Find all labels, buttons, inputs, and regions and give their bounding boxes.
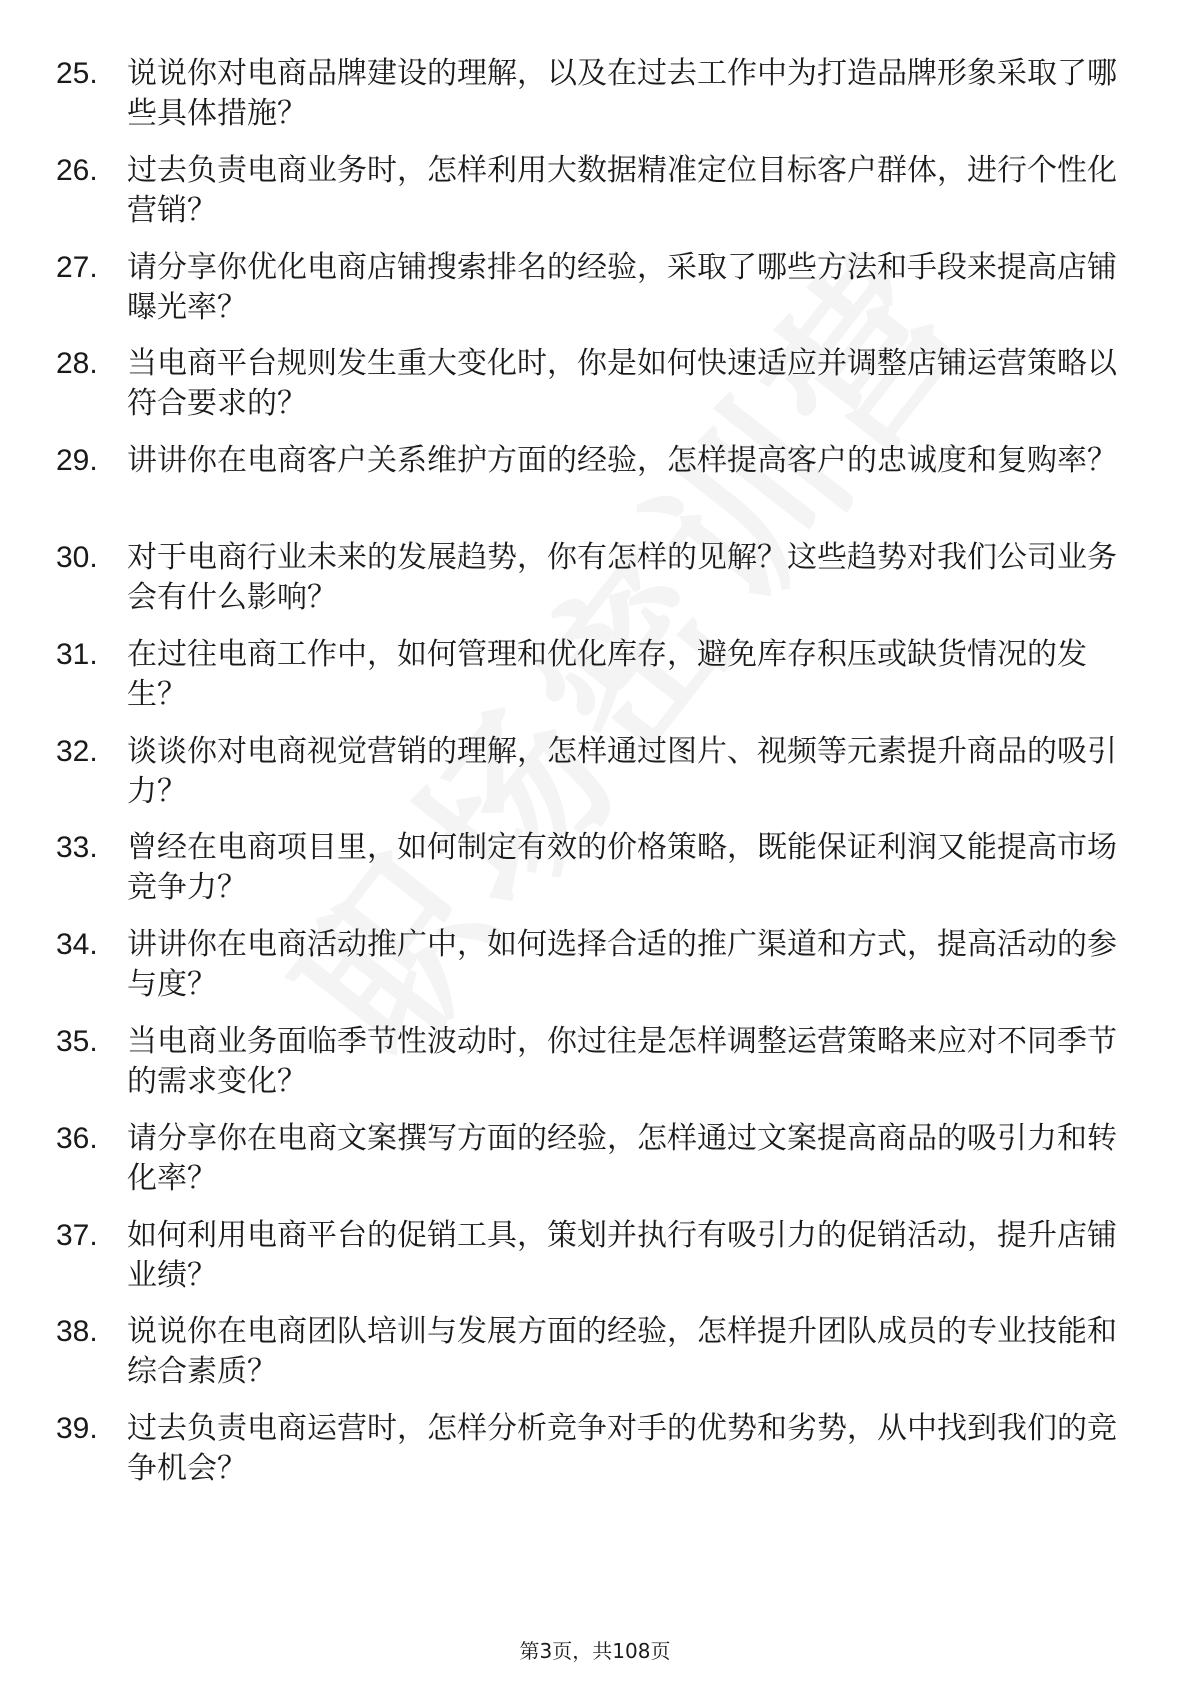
item-text: 说说你在电商团队培训与发展方面的经验，怎样提升团队成员的专业技能和综合素质？ bbox=[127, 1314, 1117, 1390]
item-text: 说说你对电商品牌建设的理解，以及在过去工作中为打造品牌形象采取了哪些具体措施？ bbox=[127, 56, 1117, 131]
list-item bbox=[0, 1018, 1190, 1115]
list-item bbox=[0, 534, 1190, 631]
item-text: 谈谈你对电商视觉营销的理解，怎样通过图片、视频等元素提升商品的吸引力？ bbox=[127, 733, 1117, 809]
item-number: 34. bbox=[56, 928, 98, 962]
item-number: 33. bbox=[56, 831, 98, 865]
item-number: 32. bbox=[56, 734, 98, 768]
item-text: 请分享你在电商文案撰写方面的经验，怎样通过文案提高商品的吸引力和转化率？ bbox=[127, 1120, 1117, 1196]
item-number: 28. bbox=[56, 347, 98, 381]
item-number: 25. bbox=[56, 57, 98, 90]
list-item bbox=[0, 921, 1190, 1018]
item-text: 讲讲你在电商客户关系维护方面的经验，怎样提高客户的忠诚度和复购率？ bbox=[127, 443, 1117, 479]
item-text: 过去负责电商业务时，怎样利用大数据精准定位目标客户群体，进行个性化营销？ bbox=[127, 152, 1117, 228]
item-text: 过去负责电商运营时，怎样分析竞争对手的优势和劣势，从中找到我们的竞争机会？ bbox=[127, 1411, 1117, 1487]
list-item bbox=[0, 340, 1190, 437]
item-number: 39. bbox=[56, 1412, 98, 1446]
item-text: 当电商平台规则发生重大变化时，你是如何快速适应并调整店铺运营策略以符合要求的？ bbox=[127, 346, 1117, 422]
list-item bbox=[0, 1212, 1190, 1309]
item-text: 请分享你优化电商店铺搜索排名的经验，采取了哪些方法和手段来提高店铺曝光率？ bbox=[127, 249, 1117, 325]
item-text: 曾经在电商项目里，如何制定有效的价格策略，既能保证利润又能提高市场竞争力？ bbox=[127, 830, 1117, 906]
item-text: 对于电商行业未来的发展趋势，你有怎样的见解？这些趋势对我们公司业务会有什么影响？ bbox=[127, 539, 1117, 615]
list-item bbox=[0, 50, 1190, 147]
list-item bbox=[0, 1115, 1190, 1212]
list-item bbox=[0, 437, 1190, 534]
item-number: 37. bbox=[56, 1218, 98, 1252]
item-text: 讲讲你在电商活动推广中，如何选择合适的推广渠道和方式，提高活动的参与度？ bbox=[127, 927, 1117, 1003]
list-item bbox=[0, 1308, 1190, 1405]
item-text: 当电商业务面临季节性波动时，你过往是怎样调整运营策略来应对不同季节的需求变化？ bbox=[127, 1023, 1117, 1099]
list-item bbox=[0, 244, 1190, 341]
item-number: 31. bbox=[56, 637, 98, 671]
page-footer: 第3页，共108页 bbox=[519, 1639, 671, 1663]
item-number: 26. bbox=[56, 153, 98, 187]
list-item bbox=[0, 824, 1190, 921]
item-number: 36. bbox=[56, 1121, 98, 1155]
item-number: 29. bbox=[56, 444, 98, 478]
item-number: 38. bbox=[56, 1315, 98, 1349]
item-number: 27. bbox=[56, 250, 98, 284]
item-number: 35. bbox=[56, 1024, 98, 1058]
list-item bbox=[0, 1405, 1190, 1502]
item-text: 如何利用电商平台的促销工具，策划并执行有吸引力的促销活动，提升店铺业绩？ bbox=[127, 1217, 1117, 1293]
item-number: 30. bbox=[56, 540, 98, 574]
list-item bbox=[0, 631, 1190, 728]
list-item bbox=[0, 728, 1190, 825]
item-text: 在过往电商工作中，如何管理和优化库存，避免库存积压或缺货情况的发生？ bbox=[127, 636, 1087, 712]
question-list bbox=[0, 50, 1190, 1502]
list-item bbox=[0, 147, 1190, 244]
